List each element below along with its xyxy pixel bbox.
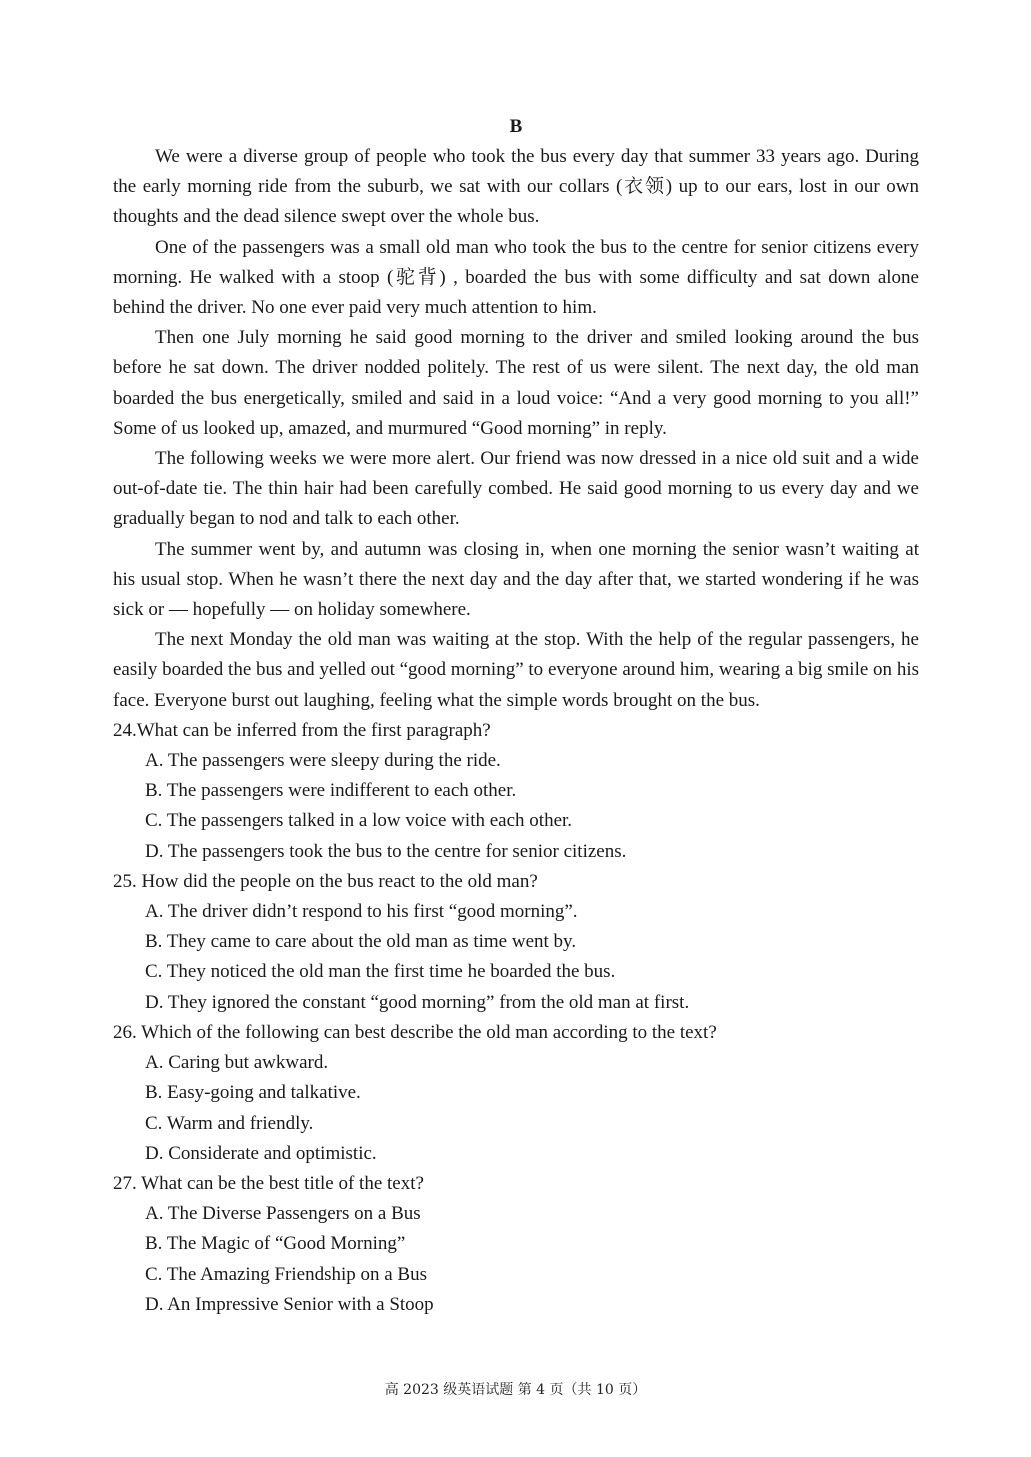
option-a: A. The Diverse Passengers on a Bus <box>145 1203 421 1225</box>
question-list <box>113 716 919 1320</box>
page-footer: 高 2023 级英语试题 第 4 页（共 10 页） <box>384 1382 647 1398</box>
question-stem: 25. How did the people on the bus react to the old man? <box>113 870 538 892</box>
question-25 <box>113 867 919 1018</box>
passage-paragraph-3: Then one July morning he said good morning to the driver and smiled looking around the bus before he sat down. The driver nodded politely. The rest of us were silent. The next day, the old man boarded the bus energetically, smiled and said in a loud voice: “And a very good morning to you all!” Some of us looked up, amazed, and murmured “Good morning” in reply. <box>113 327 919 439</box>
option-c: C. The Amazing Friendship on a Bus <box>145 1263 427 1285</box>
question-stem: 27. What can be the best title of the text? <box>113 1172 424 1194</box>
passage-paragraph-2: One of the passengers was a small old man who took the bus to the centre for senior citizens every morning. He walked with a stoop (驼背) , boarded the bus with some difficulty and sat down alone behind the driver. No one ever paid very much attention to him. <box>113 236 919 319</box>
option-d: D. They ignored the constant “good morning” from the old man at first. <box>145 991 690 1013</box>
option-a: A. The driver didn’t respond to his first “good morning”. <box>145 901 578 923</box>
reading-passage <box>113 142 919 716</box>
question-24 <box>113 716 919 867</box>
option-d: D. The passengers took the bus to the centre for senior citizens. <box>145 840 627 862</box>
question-26 <box>113 1018 919 1169</box>
question-stem: 26. Which of the following can best describe the old man according to the text? <box>113 1021 717 1043</box>
option-c: C. The passengers talked in a low voice with each other. <box>145 810 573 832</box>
passage-paragraph-4: The following weeks we were more alert. Our friend was now dressed in a nice old suit and a wide out-of-date tie. The thin hair had been carefully combed. He said good morning to us every day and we gradually began to nod and talk to each other. <box>113 448 919 530</box>
exam-page <box>113 112 919 1320</box>
question-27 <box>113 1169 919 1320</box>
option-a: A. The passengers were sleepy during the ride. <box>145 750 501 772</box>
option-c: C. They noticed the old man the first time he boarded the bus. <box>145 961 616 983</box>
section-title: B <box>509 116 523 137</box>
passage-paragraph-6: The next Monday the old man was waiting at the stop. With the help of the regular passengers, he easily boarded the bus and yelled out “good morning” to everyone around him, wearing a big smile on his face. Everyone burst out laughing, feeling what the simple words brought on the bus. <box>113 629 919 711</box>
option-b: B. Easy-going and talkative. <box>145 1082 361 1104</box>
option-a: A. Caring but awkward. <box>145 1052 329 1074</box>
option-b: B. The Magic of “Good Morning” <box>145 1233 406 1255</box>
option-b: B. The passengers were indifferent to each other. <box>145 780 517 802</box>
option-d: D. An Impressive Senior with a Stoop <box>145 1293 434 1315</box>
option-d: D. Considerate and optimistic. <box>145 1142 377 1164</box>
option-b: B. They came to care about the old man as time went by. <box>145 931 577 953</box>
passage-paragraph-1: We were a diverse group of people who took the bus every day that summer 33 years ago. During the early morning ride from the suburb, we sat with our collars (衣领) up to our ears, lost in our own thoughts and the dead silence swept over the whole bus. <box>113 146 919 228</box>
question-stem: 24.What can be inferred from the first paragraph? <box>113 719 491 741</box>
passage-paragraph-5: The summer went by, and autumn was closing in, when one morning the senior wasn’t waiting at his usual stop. When he wasn’t there the next day and the day after that, we started wondering if he was sick or — hopefully — on holiday somewhere. <box>113 538 919 621</box>
option-c: C. Warm and friendly. <box>145 1112 314 1134</box>
